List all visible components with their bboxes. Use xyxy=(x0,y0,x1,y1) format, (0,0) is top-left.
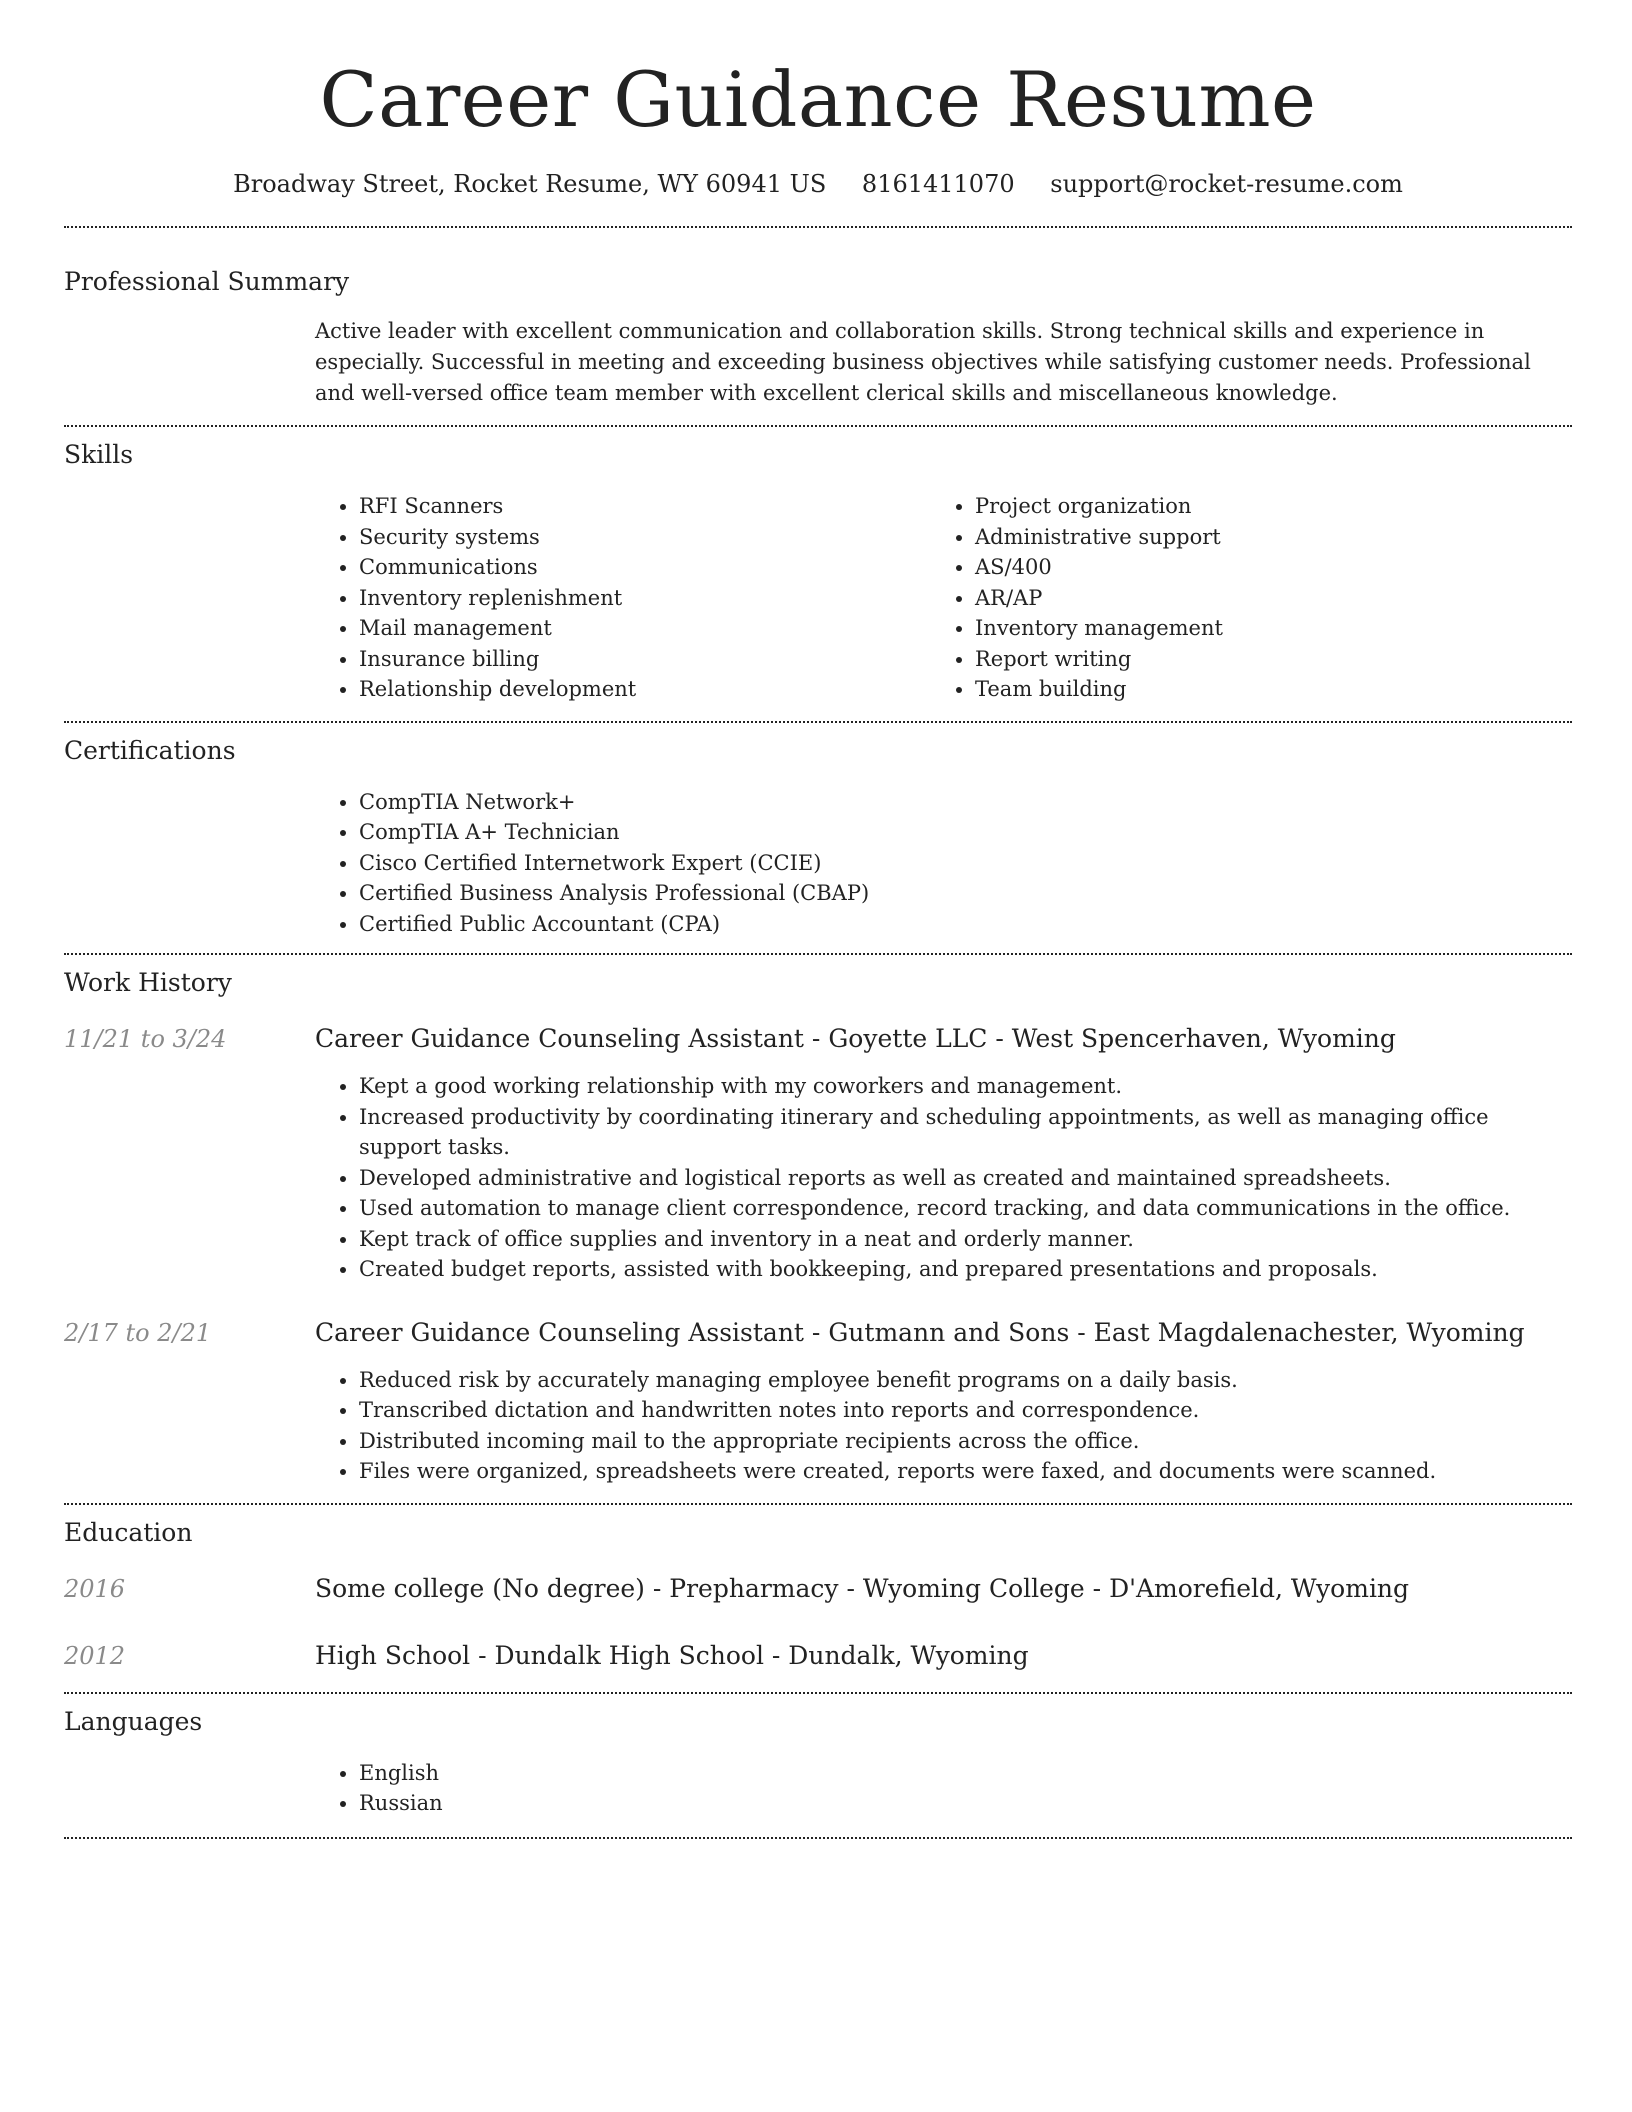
list-item: • Certified Public Accountant (CPA) xyxy=(359,909,1572,940)
separator: - xyxy=(803,1317,829,1347)
section-divider xyxy=(64,1692,1572,1694)
education-section xyxy=(64,1517,1572,1672)
work-history-title: Work History xyxy=(64,968,232,997)
list-item: • Cisco Certified Internetwork Expert (CCIE) xyxy=(359,848,1572,879)
separator: - xyxy=(644,1573,670,1603)
list-item: • CompTIA Network+ xyxy=(359,787,1572,818)
list-item: • Project organization xyxy=(975,491,1547,522)
list-item: • Inventory management xyxy=(975,613,1547,644)
job-heading xyxy=(315,1023,1572,1055)
education-field: Prepharmacy xyxy=(669,1573,839,1603)
education-heading xyxy=(315,1640,1572,1672)
list-item: • Kept a good working relationship with my coworkers and management. xyxy=(359,1071,1572,1102)
list-item: • Insurance billing xyxy=(359,644,931,675)
job-position: Career Guidance Counseling Assistant xyxy=(315,1024,804,1053)
certifications-title: Certifications xyxy=(64,735,236,765)
list-item: • Relationship development xyxy=(359,674,931,705)
list-item: • Increased productivity by coordinating itinerary and scheduling appointments, as well as managing office support tasks. xyxy=(359,1102,1572,1163)
section-divider xyxy=(64,953,1572,955)
section-divider xyxy=(64,721,1572,723)
list-item: • Developed administrative and logistical reports as well as created and maintained spreadsheets. xyxy=(359,1163,1572,1194)
job-bullets xyxy=(315,1365,1572,1487)
skills-list-right xyxy=(931,491,1547,705)
skills-list-left xyxy=(315,491,931,705)
list-item: • RFI Scanners xyxy=(359,491,931,522)
languages-section xyxy=(64,1706,1572,1819)
contact-email: support@rocket-resume.com xyxy=(1050,170,1403,198)
list-item: • Report writing xyxy=(975,644,1547,675)
education-year: 2012 xyxy=(64,1641,126,1670)
skills-section xyxy=(64,439,1572,705)
languages-title: Languages xyxy=(64,1706,203,1736)
section-divider xyxy=(64,226,1572,228)
job-dates: 2/17 to 2/21 xyxy=(64,1318,212,1347)
skills-title: Skills xyxy=(64,440,134,469)
education-year: 2016 xyxy=(64,1574,126,1603)
job-company: Gutmann and Sons xyxy=(828,1317,1070,1347)
job-entry xyxy=(64,1317,1572,1487)
separator: - xyxy=(803,1024,829,1053)
separator: - xyxy=(1084,1573,1110,1603)
list-item: • Used automation to manage client correspondence, record tracking, and data communications in the office. xyxy=(359,1193,1572,1224)
summary-text: Active leader with excellent communication and collaboration skills. Strong technical skills and experience in especially. Successful in meeting and exceeding business objectives while satisfying customer needs. Professional and well-versed office team member with excellent clerical skills and miscellaneous knowledge. xyxy=(315,319,1531,405)
list-item: • Certified Business Analysis Professional (CBAP) xyxy=(359,878,1572,909)
separator: - xyxy=(838,1573,863,1603)
job-company: Goyette LLC xyxy=(828,1024,988,1053)
section-divider xyxy=(64,425,1572,427)
work-history-section xyxy=(64,967,1572,1487)
list-item: • Kept track of office supplies and inventory in a neat and orderly manner. xyxy=(359,1224,1572,1255)
resume-name: Career Guidance Resume xyxy=(319,55,1317,144)
job-entry xyxy=(64,1023,1572,1285)
resume-page xyxy=(64,0,1572,1839)
separator: - xyxy=(470,1640,495,1670)
certifications-section xyxy=(64,735,1572,940)
languages-list xyxy=(315,1758,1572,1819)
summary-section xyxy=(64,266,1572,409)
list-item: • Communications xyxy=(359,552,931,583)
contact-line xyxy=(64,168,1572,200)
education-location: Dundalk, Wyoming xyxy=(788,1640,1029,1670)
list-item: • AS/400 xyxy=(975,552,1547,583)
certifications-list xyxy=(315,787,1572,940)
list-item: • Files were organized, spreadsheets were created, reports were faxed, and documents were scanned. xyxy=(359,1456,1572,1487)
separator: - xyxy=(987,1024,1012,1053)
education-entry xyxy=(64,1640,1572,1672)
contact-address: Broadway Street, Rocket Resume, WY 60941 US xyxy=(233,170,827,198)
education-title: Education xyxy=(64,1517,193,1547)
education-entry xyxy=(64,1573,1572,1605)
education-location: D'Amorefield, Wyoming xyxy=(1109,1573,1410,1603)
separator: - xyxy=(763,1640,789,1670)
list-item: • Team building xyxy=(975,674,1547,705)
list-item: • Security systems xyxy=(359,522,931,553)
section-divider xyxy=(64,1837,1572,1839)
list-item: • Mail management xyxy=(359,613,931,644)
list-item: • CompTIA A+ Technician xyxy=(359,817,1572,848)
list-item: • Distributed incoming mail to the appropriate recipients across the office. xyxy=(359,1426,1572,1457)
list-item: • Administrative support xyxy=(975,522,1547,553)
education-degree: Some college (No degree) xyxy=(315,1573,645,1603)
list-item: • Inventory replenishment xyxy=(359,583,931,614)
section-divider xyxy=(64,1503,1572,1505)
list-item: • English xyxy=(359,1758,1572,1789)
education-school: Dundalk High School xyxy=(494,1640,764,1670)
list-item: • AR/AP xyxy=(975,583,1547,614)
job-dates: 11/21 to 3/24 xyxy=(64,1025,227,1053)
education-degree: High School xyxy=(315,1640,471,1670)
list-item: • Russian xyxy=(359,1788,1572,1819)
job-position: Career Guidance Counseling Assistant xyxy=(315,1317,804,1347)
contact-phone: 8161411070 xyxy=(861,170,1015,198)
list-item: • Created budget reports, assisted with bookkeeping, and prepared presentations and proposals. xyxy=(359,1254,1572,1285)
education-school: Wyoming College xyxy=(862,1573,1085,1603)
job-bullets xyxy=(315,1071,1572,1285)
education-heading xyxy=(315,1573,1572,1605)
list-item: • Reduced risk by accurately managing employee benefit programs on a daily basis. xyxy=(359,1365,1572,1396)
list-item: • Transcribed dictation and handwritten notes into reports and correspondence. xyxy=(359,1395,1572,1426)
job-location: East Magdalenachester, Wyoming xyxy=(1093,1317,1525,1347)
separator: - xyxy=(1069,1317,1094,1347)
summary-title: Professional Summary xyxy=(64,267,350,296)
job-heading xyxy=(315,1317,1572,1349)
job-location: West Spencerhaven, Wyoming xyxy=(1011,1024,1396,1053)
